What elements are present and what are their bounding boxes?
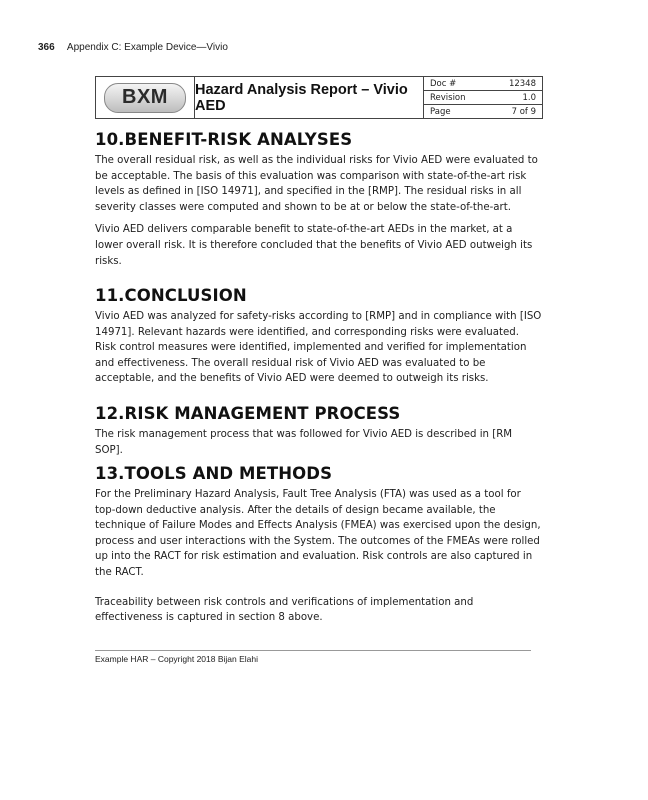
doc-number-label: Doc # <box>430 78 457 89</box>
section-benefit-risk <box>95 130 543 276</box>
section-heading: 12.RISK MANAGEMENT PROCESS <box>95 404 401 423</box>
doc-number-row <box>424 77 542 91</box>
document-title: Hazard Analysis Report – Vivio AED <box>195 77 424 118</box>
document-meta <box>424 77 542 118</box>
section-paragraph: The risk management process that was followed for Vivio AED is described in [RM SOP]. <box>95 429 513 456</box>
section-heading: 13.TOOLS AND METHODS <box>95 464 333 483</box>
footer-copyright: Example HAR – Copyright 2018 Bijan Elahi <box>95 654 259 664</box>
running-head-text: Appendix C: Example Device—Vivio <box>66 42 228 53</box>
running-head <box>38 42 228 53</box>
revision-value: 1.0 <box>522 92 536 103</box>
doc-number-value: 12348 <box>508 78 536 89</box>
footer-divider <box>95 650 531 651</box>
section-paragraph: Vivio AED delivers comparable benefit to state-of-the-art AEDs in the market, at a lower overall risk. It is therefore concluded that the benefits of Vivio AED outweigh its risks. <box>95 224 533 267</box>
revision-row <box>424 91 542 105</box>
section-conclusion <box>95 286 543 394</box>
section-paragraph: The overall residual risk, as well as the individual risks for Vivio AED were evaluated to be acceptable. The basis of this evaluation was comparison with state-of-the-art risk levels as defined in [ISO 14971], and specified in the [RMP]. The residual risks in all severity classes were computed and shown to be at or below the state-of-the-art. <box>95 155 538 213</box>
page-label: Page <box>430 106 451 117</box>
section-risk-management-process <box>95 404 543 465</box>
section-tools-and-methods <box>95 464 543 633</box>
page-row <box>424 105 542 118</box>
page-number: 366 <box>38 42 55 53</box>
section-heading: 11.CONCLUSION <box>95 286 247 305</box>
logo-cell <box>96 77 195 118</box>
revision-label: Revision <box>430 92 466 103</box>
section-heading: 10.BENEFIT-RISK ANALYSES <box>95 130 353 149</box>
page-value: 7 of 9 <box>511 106 536 117</box>
section-paragraph: Traceability between risk controls and verifications of implementation and effectiveness is captured in section 8 above. <box>95 596 474 624</box>
bxm-logo: BXM <box>104 83 186 113</box>
document-header <box>95 76 543 119</box>
section-paragraph: For the Preliminary Hazard Analysis, Fault Tree Analysis (FTA) was used as a tool for top-down deductive analysis. After the details of design became available, the technique of Failure Modes and Effects Analysis (FMEA) was exercised upon the design, process and user interactions with the System. The outcomes of the FMEAs were rolled up into the RACT for risk estimation and evaluation. Risk controls are also captured in the RACT. <box>95 489 541 578</box>
section-paragraph: Vivio AED was analyzed for safety-risks according to [RMP] and in compliance with [ISO 14971]. Relevant hazards were identified, and corresponding risks were evaluated. Risk control measures were identified, implemented and verified for implementation and effectiveness. The overall residual risk of Vivio AED was evaluated to be acceptable, and the benefits of Vivio AED were deemed to outweigh its risks. <box>95 311 542 385</box>
